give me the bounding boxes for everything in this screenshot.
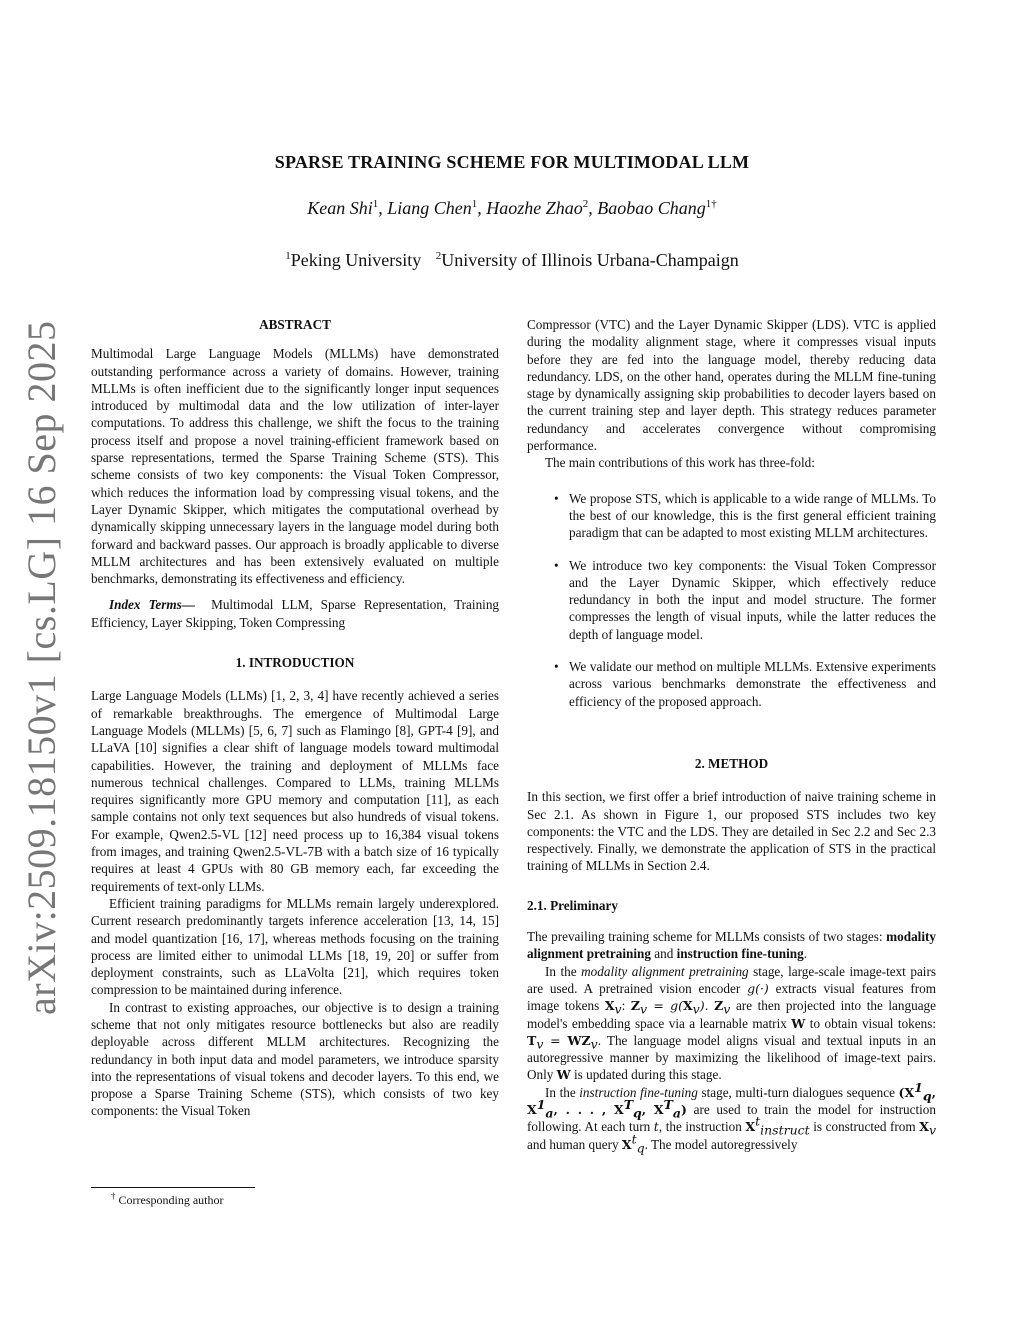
preliminary-paragraph: The prevailing training scheme for MLLMs consists of two stages: modality alignment pretraining and instruction fine-tuning. bbox=[527, 929, 936, 962]
footnote-rule bbox=[91, 1187, 255, 1188]
list-item: • We propose STS, which is applicable to a wide range of MLLMs. To the best of our knowledge, this is the first general efficient training paradigm that can be adapted to most existing MLLM architectures. bbox=[554, 490, 936, 541]
intro-paragraph-continued: Compressor (VTC) and the Layer Dynamic Skipper (LDS). VTC is applied during the modality alignment stage, where it compresses visual inputs before they are fed into the language model, thereby reducing data redundancy. LDS, on the other hand, operates during the MLLM fine-tuning stage by dynamically assigning skip probabilities to decoder layers based on the current training step and layer depth. This strategy reduces parameter redundancy and accelerates convergence without compromising performance. bbox=[527, 317, 936, 454]
affiliation-list: $^1$Peking University $^2$University of Illinois Urbana-Champaign bbox=[285, 250, 739, 270]
author-list: Kean Shi$^1$, Liang Chen$^1$, Haozhe Zhao$^2$, Baobao Chang$^{1\dagger}$ bbox=[307, 198, 717, 218]
intro-paragraph: Efficient training paradigms for MLLMs remain largely underexplored. Current research predominantly targets inference acceleration [13, 14, 15] and model quantization [16, 17], whereas methods focusing on the training process are limited either to unimodal LLMs [18, 19, 20] or suffer from deployment constraints, such as LLaVolta [21], which requires token compression to be maintained during inference. bbox=[91, 895, 499, 998]
author-name: Liang Chen bbox=[387, 198, 472, 218]
abstract-heading: ABSTRACT bbox=[259, 317, 331, 332]
finetuning-paragraph: In the instruction fine-tuning stage, multi-turn dialogues sequence ($X^1_q$, $X^1_a$, . . . , $X^T_q$, $X^T_a$) are used to train the model for instruction following. At each turn t, the instruction $X^t_{instruct}$ is constructed from $X_v$ and human query $X^t_q$. The model autoregressively bbox=[527, 1079, 936, 1156]
contributions-lead: The main contributions of this work has three-fold: bbox=[545, 455, 815, 471]
arxiv-identifier: arXiv:2509.18150v1 [cs.LG] 16 Sep 2025 bbox=[19, 320, 64, 1015]
abstract-text: Multimodal Large Language Models (MLLMs) have demonstrated outstanding performance across a variety of domains. However, training MLLMs is often inefficient due to the significantly longer input sequences introduced by multimodal data and the low utilization of inter-layer computations. To address this challenge, we shift the focus to the training process itself and propose a novel training-efficient framework based on sparse representations, termed the Sparse Training Scheme (STS). This scheme consists of two key components: the Visual Token Compressor, which reduces the information load by compressing visual tokens, and the Layer Dynamic Skipper, which mitigates the computational overhead by dynamically skipping unnecessary layers in the language model during both forward and backward passes. Our approach is broadly applicable to diverse MLLM architectures and has been extensively evaluated on multiple benchmarks, demonstrating its effectiveness and efficiency. bbox=[91, 346, 499, 587]
affiliation: University of Illinois Urbana-Champaign bbox=[441, 250, 739, 270]
left-column bbox=[91, 316, 499, 1120]
intro-heading: 1. INTRODUCTION bbox=[235, 655, 355, 671]
author-name: Haozhe Zhao bbox=[486, 198, 583, 218]
author-name: Kean Shi bbox=[307, 198, 373, 218]
index-terms: Index Terms— Multimodal LLM, Sparse Representation, Training Efficiency, Layer Skipping, Token Compressing bbox=[91, 597, 500, 630]
author-name: Baobao Chang bbox=[597, 198, 706, 218]
intro-paragraph: In contrast to existing approaches, our objective is to design a training scheme that not only mitigates resource bottlenecks but also are readily deployable across different MLLM architectures. Recognizing the redundancy in both input data and model parameters, we introduce sparsity into the representations of visual tokens and decoder layers. To this end, we propose a Sparse Training Scheme (STS), which consists of two key components: the Visual Token bbox=[91, 999, 499, 1119]
preliminary-heading: 2.1. Preliminary bbox=[527, 897, 618, 913]
affiliation: Peking University bbox=[290, 250, 422, 270]
footnote: † Corresponding author bbox=[111, 1191, 224, 1207]
paper-title: SPARSE TRAINING SCHEME FOR MULTIMODAL LLM bbox=[274, 152, 750, 172]
method-paragraph: In this section, we first offer a brief introduction of naive training scheme in Sec 2.1. As shown in Figure 1, our proposed STS includes two key components: the VTC and the LDS. They are detailed in Sec 2.2 and Sec 2.3 respectively. Finally, we demonstrate the application of STS in the practical training of MLLMs in Section 2.4. bbox=[527, 789, 936, 874]
list-item: • We introduce two key components: the Visual Token Compressor and the Layer Dynamic Skipper, which effectively reduce redundancy in both the input and model structure. The former compresses the length of visual inputs, while the latter reduces the depth of language model. bbox=[554, 557, 936, 642]
pretraining-paragraph: In the modality alignment pretraining stage, large-scale image-text pairs are used. A pretrained vision encoder g(·) extracts visual features from image tokens $X_v$: $Z_v = g(X_v)$. $Z_v$ are then projected into the language model's embedding space via a learnable matrix W to obtain visual tokens: $T_v = WZ_v$. The language model aligns visual and textual inputs in an autoregressive manner by maximizing the likelihood of image-text pairs. Only W is updated during this stage. bbox=[527, 963, 937, 1083]
intro-paragraph: Large Language Models (LLMs) [1, 2, 3, 4] have recently achieved a series of remarkable breakthroughs. The emergence of Multimodal Large Language Models (MLLMs) [5, 6, 7] such as Flamingo [8], GPT-4 [9], and LLaVA [10] signifies a clear shift of language models toward multimodal capabilities. However, the training and deployment of MLLMs face numerous technical challenges. Compared to LLMs, training MLLMs requires significantly more GPU memory and computation [11], as each sample contains not only text sequences but also hundreds of visual tokens. For example, Qwen2.5-VL [12] need process up to 16,384 visual tokens from images, and training Qwen2.5-VL-7B with a batch size of 16 typically requires at least 4 GPUs with 80 GB memory each, far exceeding the requirements of text-only LLMs. bbox=[91, 688, 499, 894]
contribution-list bbox=[527, 490, 936, 710]
right-column bbox=[527, 316, 937, 1156]
method-heading: 2. METHOD bbox=[694, 755, 769, 771]
list-item: • We validate our method on multiple MLLMs. Extensive experiments across various benchmarks demonstrate the effectiveness and efficiency of the proposed approach. bbox=[554, 659, 936, 709]
